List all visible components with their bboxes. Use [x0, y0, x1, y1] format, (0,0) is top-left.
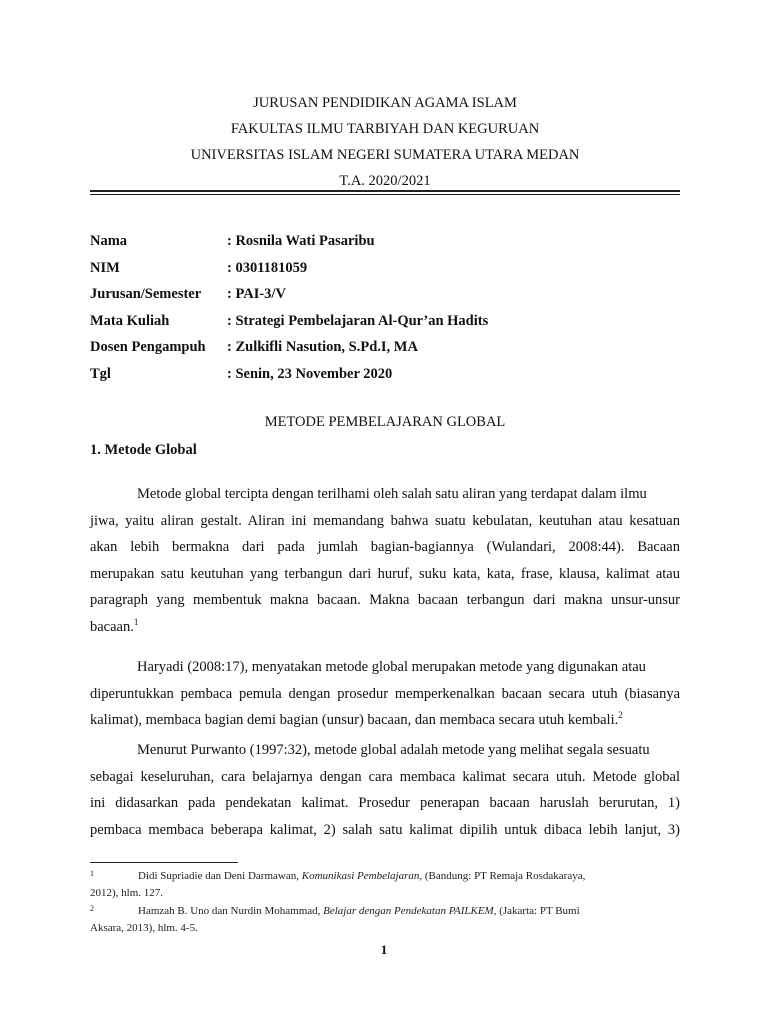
info-row-mata-kuliah	[90, 308, 680, 335]
footnote-title: Belajar dengan Pendekatan PAILKEM	[323, 905, 494, 917]
paragraph-line: akan lebih bermakna dari pada jumlah bagian-bagiannya (Wulandari, 2008:44). Bacaan	[90, 539, 680, 555]
info-row-jurusan	[90, 281, 680, 308]
footnote-separator	[90, 862, 238, 863]
paragraph-line-last	[90, 707, 680, 734]
footnote-number: 2	[90, 904, 94, 913]
info-label: Mata Kuliah	[90, 312, 170, 329]
footnote-text: Didi Supriadie dan Deni Darmawan,	[138, 870, 302, 882]
paragraph-2	[90, 654, 680, 734]
header-faculty: FAKULTAS ILMU TARBIYAH DAN KEGURUAN	[230, 121, 540, 137]
footnote-text: Aksara, 2013), hlm. 4-5.	[90, 921, 198, 934]
info-row-nama	[90, 228, 680, 255]
info-label: Nama	[90, 233, 128, 249]
paragraph-line: merupakan satu keutuhan yang terbangun dari huruf, suku kata, kata, frase, klausa, kalimat atau	[90, 565, 680, 582]
paragraph-text: bacaan.	[90, 618, 134, 635]
student-info-block	[90, 228, 680, 387]
info-value: : PAI-3/V	[227, 286, 286, 302]
header-university: UNIVERSITAS ISLAM NEGERI SUMATERA UTARA MEDAN	[190, 147, 580, 163]
header-academic-year: T.A. 2020/2021	[339, 173, 431, 189]
info-value: : Senin, 23 November 2020	[227, 365, 393, 382]
sub-heading: 1. Metode Global	[90, 442, 197, 458]
info-label: Jurusan/Semester	[90, 286, 202, 302]
footnote-ref: 2	[618, 710, 623, 720]
footnote-text: 2012), hlm. 127.	[90, 886, 164, 899]
info-value: : 0301181059	[227, 259, 308, 276]
paragraph-line: diperuntukkan pembaca pemula dengan prosedur memperkenalkan bacaan secara utuh (biasanya	[90, 685, 680, 702]
info-label: Tgl	[90, 365, 111, 382]
footnote-1	[90, 866, 680, 901]
paragraph-3	[90, 737, 680, 843]
paragraph-text: kalimat), membaca bagian demi bagian (unsur) bacaan, dan membaca secara utuh kembali.	[90, 712, 619, 728]
info-value: : Strategi Pembelajaran Al-Qur’an Hadits	[227, 312, 489, 329]
paragraph-line: pembaca membaca beberapa kalimat, 2) salah satu kalimat dipilih untuk dibaca lebih lanjut, 3)	[90, 821, 680, 838]
section-title: METODE PEMBELAJARAN GLOBAL	[264, 414, 506, 430]
footnote-text: Hamzah B. Uno dan Nurdin Mohammad,	[138, 905, 324, 917]
paragraph-line: Haryadi (2008:17), menyatakan metode global merupakan metode yang digunakan atau	[137, 659, 646, 675]
paragraph-line: paragraph yang membentuk makna bacaan. Makna bacaan terbangun dari makna unsur-unsur	[90, 592, 680, 608]
paragraph-1	[90, 481, 680, 640]
footnote-text: , (Bandung: PT Remaja Rosdakaraya,	[419, 870, 586, 882]
footnote-ref: 1	[133, 616, 139, 627]
header-divider-thin	[90, 194, 680, 195]
info-row-dosen	[90, 334, 680, 361]
info-value: : Rosnila Wati Pasaribu	[227, 233, 375, 249]
info-row-nim	[90, 255, 680, 282]
paragraph-line-last	[90, 614, 680, 641]
footnote-number: 1	[90, 869, 94, 878]
footnote-2	[90, 901, 680, 936]
paragraph-line: Menurut Purwanto (1997:32), metode global adalah metode yang melihat segala sesuatu	[137, 742, 650, 758]
info-value: : Zulkifli Nasution, S.Pd.I, MA	[227, 339, 418, 355]
footnote-title: Komunikasi Pembelajaran	[301, 870, 420, 882]
header-divider-thick	[90, 190, 680, 192]
institution-header	[90, 90, 680, 194]
page-number: 1	[380, 942, 388, 957]
footnotes	[90, 866, 680, 936]
paragraph-line: Metode global tercipta dengan terilhami oleh salah satu aliran yang terdapat dalam ilmu	[137, 486, 647, 502]
paragraph-line: jiwa, yaitu aliran gestalt. Aliran ini memandang bahwa suatu kebulatan, keutuhan atau kesatuan	[90, 512, 680, 529]
info-label: Dosen Pengampuh	[90, 339, 206, 355]
paragraph-line: ini didasarkan pada pendekatan kalimat. Prosedur penerapan bacaan haruslah berurutan, 1)	[90, 795, 680, 811]
footnote-text: , (Jakarta: PT Bumi	[493, 905, 580, 917]
header-department: JURUSAN PENDIDIKAN AGAMA ISLAM	[253, 95, 517, 111]
info-label: NIM	[90, 259, 120, 276]
info-row-tgl	[90, 361, 680, 388]
paragraph-line: sebagai keseluruhan, cara belajarnya dengan cara membaca kalimat secara utuh. Metode global	[90, 768, 680, 785]
